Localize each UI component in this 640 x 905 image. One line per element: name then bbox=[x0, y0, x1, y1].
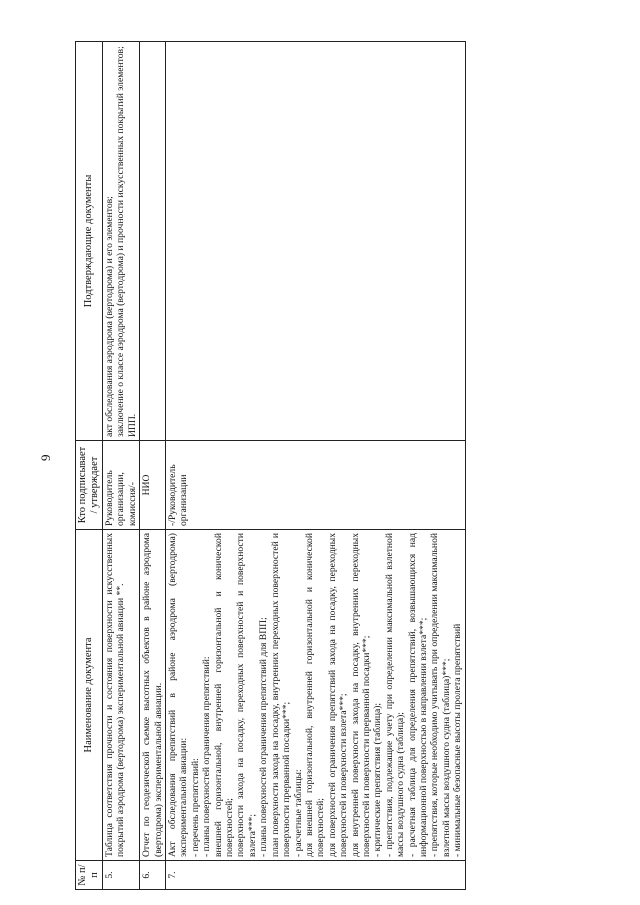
row-signer: НИО bbox=[140, 441, 166, 530]
name-line: - критические препятствия (таблица); bbox=[372, 702, 384, 857]
rotated-page-content bbox=[75, 46, 605, 890]
confirm-line: заключение о классе аэродрома (вертодрома) и прочности искусственных покрытий элементов; ИПП. bbox=[115, 46, 138, 437]
header-num: № п/п bbox=[76, 861, 103, 890]
name-line: - минимальные безопасные высоты пролета препятствий bbox=[452, 623, 464, 857]
table-row bbox=[140, 42, 166, 890]
row-confirm bbox=[140, 42, 166, 441]
name-line: для внешней горизонтальной, внутренней горизонтальной и конической поверхностей; bbox=[303, 533, 327, 857]
row-signer: Руководитель организации, комиссия/- bbox=[103, 441, 140, 530]
header-confirm: Подтверждающие документы bbox=[76, 42, 103, 441]
header-name: Наименование документа bbox=[76, 530, 103, 861]
row-num: 5. bbox=[103, 861, 140, 890]
row-name bbox=[166, 530, 466, 861]
table-row bbox=[103, 42, 140, 890]
page-number: 9 bbox=[38, 454, 53, 461]
header-signer: Кто подписывает / утверждает bbox=[76, 441, 103, 530]
name-line: план поверхности захода на посадку, внутренних переходных поверхностей и поверхности прерванной посадки***; bbox=[269, 533, 293, 857]
row-confirm bbox=[103, 42, 140, 441]
row-name: Таблица соответствия прочности и состояния поверхности искусственных покрытий аэродрома (вертодрома) экспериментальной авиации **. bbox=[103, 530, 140, 861]
name-line: - препятствия, которые необходимо учитывать при определении максимальной взлетной массы воздушного судна (таблица)***; bbox=[429, 533, 452, 857]
name-line: Акт обследования препятствий в районе аэродрома (вертодрома) экспериментальной авиации: bbox=[167, 533, 190, 857]
row-confirm bbox=[166, 42, 466, 441]
row-num: 6. bbox=[140, 861, 166, 890]
name-line: - перечень препятствий: bbox=[189, 758, 201, 857]
name-line: - планы поверхностей ограничения препятствий: bbox=[201, 656, 213, 857]
table-row bbox=[166, 42, 466, 890]
row-signer: -/Руководитель организации bbox=[166, 441, 466, 530]
confirm-line: акт обследования аэродрома (вертодрома) и его элементов; bbox=[104, 196, 115, 437]
name-line: внешней горизонтальной, внутренней горизонтальной и конической поверхностей; bbox=[212, 533, 236, 857]
name-line: - расчетная таблица для определения препятствий, возвышающихся над информационной поверхностью в направлении взлета***; bbox=[406, 533, 429, 857]
name-line: - планы поверхностей ограничения препятствий для ВПП; bbox=[258, 617, 270, 857]
row-name: Отчет по геодезической съемке высотных объектов в районе аэродрома (вертодрома) экспериментальной авиации. bbox=[140, 530, 166, 861]
name-line: для поверхностей ограничения препятствий захода на посадку, переходных поверхностей и поверхности взлета***; bbox=[326, 533, 350, 857]
row-num: 7. bbox=[166, 861, 466, 890]
name-line: - препятствия, подлежащие учету при определении максимальной взлетной массы воздушного судна (таблица); bbox=[383, 533, 407, 857]
name-line: - расчетные таблицы: bbox=[292, 769, 304, 857]
table-header-row bbox=[76, 42, 103, 890]
name-line: для внутренней поверхности захода на посадку, внутренних переходных поверхностей и поверхности прерванной посадки***; bbox=[349, 533, 372, 857]
name-line: поверхности захода на посадку, переходных поверхностей и поверхности взлета***; bbox=[235, 533, 258, 857]
documents-table bbox=[75, 41, 466, 890]
